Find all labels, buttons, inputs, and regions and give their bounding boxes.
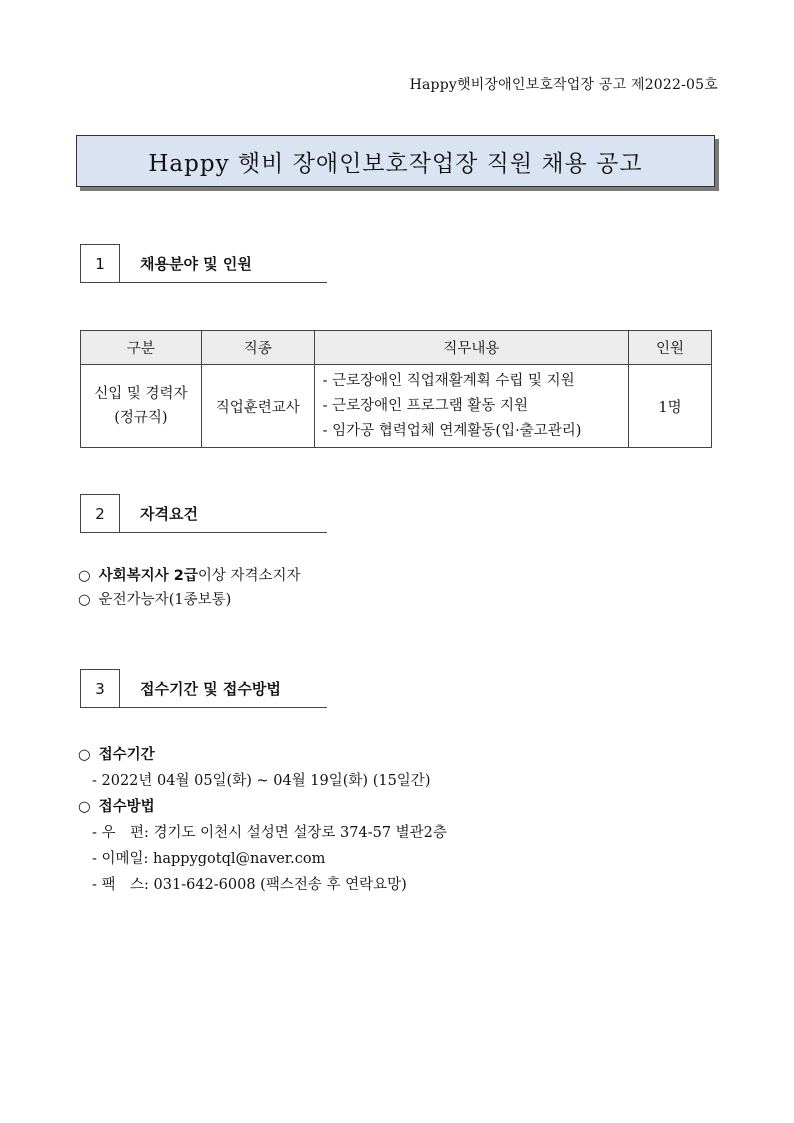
section-1-header	[80, 244, 327, 283]
circle-bullet-icon: ○	[78, 799, 91, 815]
cell-job-type: 직업훈련교사	[201, 365, 314, 448]
section-3-number: 3	[80, 669, 120, 707]
section-3-header	[80, 669, 327, 708]
header-headcount: 인원	[629, 331, 712, 365]
section-1-number: 1	[80, 244, 120, 282]
qualification-text: 운전가능자(1종보통)	[98, 592, 232, 608]
qualifications-list	[78, 564, 301, 612]
category-line-2: (정규직)	[114, 410, 168, 426]
period-heading: ○ 접수기간	[78, 747, 155, 763]
document-number: Happy햇비장애인보호작업장 공고 제2022-05호	[409, 77, 718, 93]
section-1-title: 채용분야 및 인원	[140, 254, 252, 273]
section-2-header	[80, 494, 327, 533]
address-text: - 우 편: 경기도 이천시 설성면 설장로 374-57 별관2층	[92, 825, 447, 841]
qualification-text: 이상 자격소지자	[197, 568, 301, 584]
job-table	[80, 330, 712, 448]
header-job-type: 직종	[201, 331, 314, 365]
header-category: 구분	[81, 331, 202, 365]
email-text: - 이메일: happygotql@naver.com	[92, 851, 326, 867]
qualification-emphasis: 사회복지사 2급	[98, 568, 198, 584]
qualification-item	[78, 588, 301, 612]
cell-duties	[314, 365, 628, 448]
page-title: Happy 햇비 장애인보호작업장 직원 채용 공고	[76, 135, 715, 187]
header-duties: 직무내용	[314, 331, 628, 365]
table-row	[81, 365, 712, 448]
section-2-number: 2	[80, 494, 120, 532]
cell-category	[81, 365, 202, 448]
section-2-title: 자격요건	[140, 504, 198, 523]
cell-headcount: 1명	[629, 365, 712, 448]
application-info	[78, 742, 447, 898]
circle-bullet-icon: ○	[78, 592, 91, 608]
period-text: - 2022년 04월 05일(화) ~ 04월 19일(화) (15일간)	[92, 773, 431, 789]
circle-bullet-icon: ○	[78, 568, 91, 584]
duty-item: - 근로장애인 프로그램 활동 지원	[322, 397, 529, 414]
section-3-title: 접수기간 및 접수방법	[140, 679, 281, 698]
duty-item: - 근로장애인 직업재활계획 수립 및 지원	[322, 372, 575, 389]
circle-bullet-icon: ○	[78, 747, 91, 763]
duty-item: - 임가공 협력업체 연계활동(입·출고관리)	[322, 422, 582, 439]
qualification-item	[78, 564, 301, 588]
method-heading: ○ 접수방법	[78, 799, 155, 815]
category-line-1: 신입 및 경력자	[94, 386, 188, 402]
fax-text: - 팩 스: 031-642-6008 (팩스전송 후 연락요망)	[92, 877, 407, 893]
table-header-row	[81, 331, 712, 365]
